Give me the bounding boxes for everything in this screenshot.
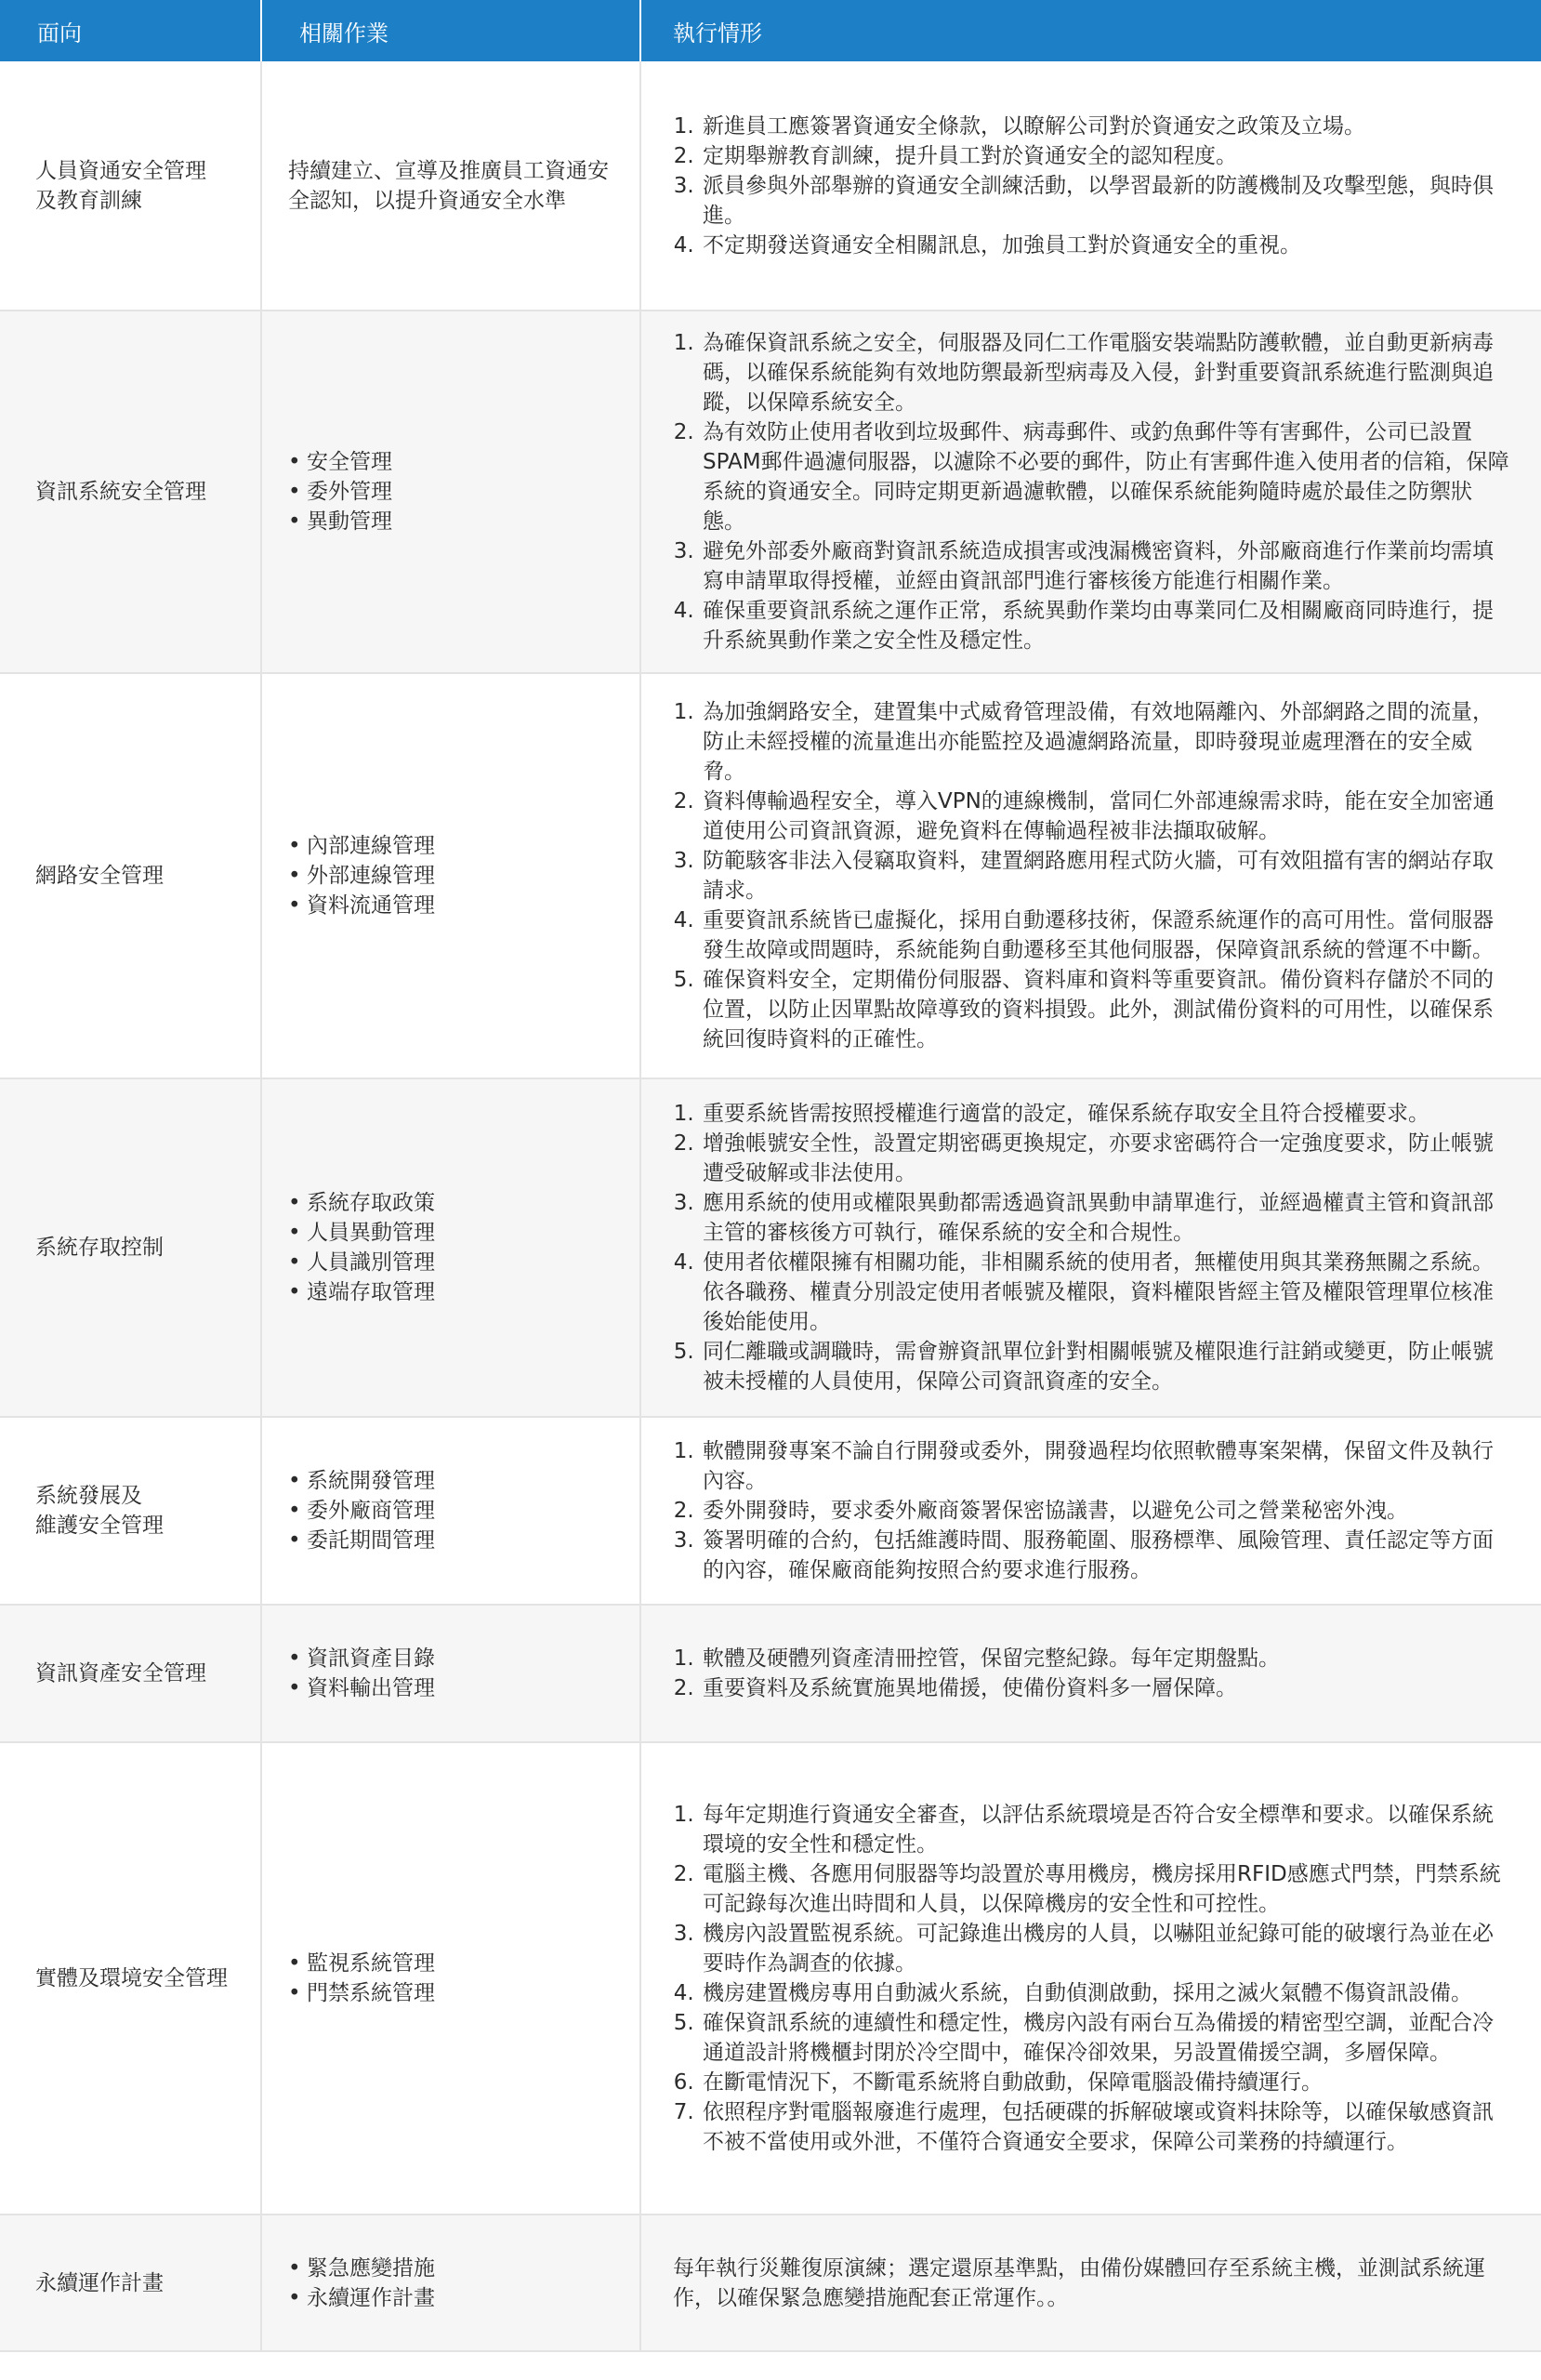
task-item: • 資料輸出管理 xyxy=(288,1673,625,1703)
task-item: • 資料流通管理 xyxy=(288,891,625,920)
execution-item: 1. 軟體開發專案不論自行開發或委外，開發過程均依照軟體專案架構，保留文件及執行內容。 xyxy=(701,1436,1509,1496)
tasks-cell xyxy=(261,1605,640,1742)
tasks-cell xyxy=(261,1742,640,2215)
aspect-label: 系統發展及 維護安全管理 xyxy=(35,1484,164,1538)
execution-item: 2. 委外開發時，要求委外廠商簽署保密協議書，以避免公司之營業秘密外洩。 xyxy=(701,1496,1509,1526)
aspect-label: 資訊系統安全管理 xyxy=(35,480,206,504)
task-item: • 遠端存取管理 xyxy=(288,1277,625,1307)
tasks-text: 持續建立、宣導及推廣員工資通安全認知，以提升資通安全水準 xyxy=(288,158,609,213)
execution-item: 5. 確保資訊系統的連續性和穩定性，機房內設有兩台互為備援的精密型空調，並配合冷通道設計將機櫃封閉於冷空間中，確保冷卻效果，另設置備援空調，多層保障。 xyxy=(701,2008,1509,2068)
task-item: • 外部連線管理 xyxy=(288,861,625,891)
aspect-label: 永續運作計畫 xyxy=(35,2270,164,2295)
execution-cell xyxy=(640,1417,1541,1605)
header-execution: 執行情形 xyxy=(640,0,1541,61)
execution-text: 每年執行災難復原演練；選定還原基準點，由備份媒體回存至系統主機，並測試系統運作，以確保緊急應變措施配套正常運作。。 xyxy=(673,2255,1485,2310)
execution-cell xyxy=(640,1742,1541,2215)
table-row xyxy=(0,1605,1541,1742)
execution-item: 1. 為加強網路安全，建置集中式威脅管理設備，有效地隔離內、外部網路之間的流量，防止未經授權的流量進出亦能監控及過濾網路流量，即時發現並處理潛在的安全威脅。 xyxy=(701,697,1509,787)
aspect-cell xyxy=(0,673,261,1078)
aspect-label: 資訊資產安全管理 xyxy=(35,1661,206,1686)
aspect-cell xyxy=(0,1417,261,1605)
aspect-label: 網路安全管理 xyxy=(35,864,164,888)
tasks-list xyxy=(288,831,625,920)
task-item: • 人員異動管理 xyxy=(288,1218,625,1248)
execution-cell xyxy=(640,1605,1541,1742)
tasks-cell xyxy=(261,311,640,673)
execution-item: 3. 派員參與外部舉辦的資通安全訓練活動，以學習最新的防護機制及攻擊型態，與時俱進。 xyxy=(701,171,1509,231)
execution-item: 3. 簽署明確的合約，包括維護時間、服務範圍、服務標準、風險管理、責任認定等方面的內容，確保廠商能夠按照合約要求進行服務。 xyxy=(701,1526,1509,1585)
execution-cell xyxy=(640,1078,1541,1417)
table-body xyxy=(0,61,1541,2351)
table-header xyxy=(0,0,1541,61)
execution-list xyxy=(673,112,1509,260)
execution-item: 1. 新進員工應簽署資通安全條款，以瞭解公司對於資通安之政策及立場。 xyxy=(701,112,1509,141)
execution-item: 4. 重要資訊系統皆已虛擬化，採用自動遷移技術，保證系統運作的高可用性。當伺服器發生故障或問題時，系統能夠自動遷移至其他伺服器，保障資訊系統的營運不中斷。 xyxy=(701,906,1509,965)
aspect-label: 人員資通安全管理 及教育訓練 xyxy=(35,158,206,213)
aspect-cell xyxy=(0,311,261,673)
execution-list xyxy=(673,1436,1509,1585)
task-item: • 異動管理 xyxy=(288,507,625,536)
execution-item: 5. 同仁離職或調職時，需會辦資訊單位針對相關帳號及權限進行註銷或變更，防止帳號被未授權的人員使用，保障公司資訊資產的安全。 xyxy=(701,1337,1509,1396)
task-item: • 委託期間管理 xyxy=(288,1526,625,1555)
task-item: • 資訊資產目錄 xyxy=(288,1644,625,1673)
execution-item: 2. 電腦主機、各應用伺服器等均設置於專用機房，機房採用RFID感應式門禁，門禁系統可記錄每次進出時間和人員，以保障機房的安全性和可控性。 xyxy=(701,1859,1509,1919)
tasks-list xyxy=(288,1644,625,1703)
execution-item: 1. 軟體及硬體列資產清冊控管，保留完整紀錄。每年定期盤點。 xyxy=(701,1644,1509,1673)
execution-cell xyxy=(640,2215,1541,2351)
execution-item: 4. 確保重要資訊系統之運作正常，系統異動作業均由專業同仁及相關廠商同時進行，提升系統異動作業之安全性及穩定性。 xyxy=(701,596,1509,655)
tasks-list xyxy=(288,2254,625,2313)
tasks-cell xyxy=(261,1078,640,1417)
execution-list xyxy=(673,697,1509,1054)
execution-item: 5. 確保資料安全，定期備份伺服器、資料庫和資料等重要資訊。備份資料存儲於不同的位置，以防止因單點故障導致的資料損毀。此外，測試備份資料的可用性，以確保系統回復時資料的正確性。 xyxy=(701,965,1509,1054)
execution-item: 4. 使用者依權限擁有相關功能，非相關系統的使用者，無權使用與其業務無關之系統。依各職務、權責分別設定使用者帳號及權限，資料權限皆經主管及權限管理單位核准後始能使用。 xyxy=(701,1248,1509,1337)
execution-item: 4. 不定期發送資通安全相關訊息，加強員工對於資通安全的重視。 xyxy=(701,231,1509,260)
execution-list xyxy=(673,328,1509,655)
execution-item: 2. 定期舉辦教育訓練，提升員工對於資通安全的認知程度。 xyxy=(701,141,1509,171)
execution-item: 1. 每年定期進行資通安全審查，以評估系統環境是否符合安全標準和要求。以確保系統環境的安全性和穩定性。 xyxy=(701,1800,1509,1859)
tasks-list xyxy=(288,447,625,536)
table-row xyxy=(0,311,1541,673)
tasks-list xyxy=(288,1188,625,1307)
task-item: • 安全管理 xyxy=(288,447,625,477)
task-item: • 內部連線管理 xyxy=(288,831,625,861)
aspect-cell xyxy=(0,1605,261,1742)
task-item: • 門禁系統管理 xyxy=(288,1978,625,2008)
execution-item: 6. 在斷電情況下，不斷電系統將自動啟動，保障電腦設備持續運行。 xyxy=(701,2068,1509,2097)
task-item: • 永續運作計畫 xyxy=(288,2283,625,2313)
execution-item: 1. 重要系統皆需按照授權進行適當的設定，確保系統存取安全且符合授權要求。 xyxy=(701,1099,1509,1129)
tasks-list xyxy=(288,1949,625,2008)
aspect-cell xyxy=(0,2215,261,2351)
execution-item: 3. 防範駭客非法入侵竊取資料，建置網路應用程式防火牆，可有效阻擋有害的網站存取請求。 xyxy=(701,846,1509,906)
execution-list xyxy=(673,1644,1509,1703)
execution-item: 2. 資料傳輸過程安全，導入VPN的連線機制，當同仁外部連線需求時，能在安全加密通道使用公司資訊資源，避免資料在傳輸過程被非法擷取破解。 xyxy=(701,787,1509,846)
execution-item: 7. 依照程序對電腦報廢進行處理，包括硬碟的拆解破壞或資料抹除等，以確保敏感資訊不被不當使用或外泄，不僅符合資通安全要求，保障公司業務的持續運行。 xyxy=(701,2097,1509,2157)
header-row xyxy=(0,0,1541,61)
table-row xyxy=(0,673,1541,1078)
task-item: • 委外管理 xyxy=(288,477,625,507)
execution-item: 4. 機房建置機房專用自動滅火系統，自動偵測啟動，採用之滅火氣體不傷資訊設備。 xyxy=(701,1978,1509,2008)
task-item: • 系統開發管理 xyxy=(288,1466,625,1496)
execution-item: 2. 增強帳號安全性，設置定期密碼更換規定，亦要求密碼符合一定強度要求，防止帳號遭受破解或非法使用。 xyxy=(701,1129,1509,1188)
task-item: • 委外廠商管理 xyxy=(288,1496,625,1526)
table-row xyxy=(0,1078,1541,1417)
aspect-cell xyxy=(0,1078,261,1417)
tasks-cell xyxy=(261,61,640,311)
execution-cell xyxy=(640,61,1541,311)
tasks-cell xyxy=(261,1417,640,1605)
table-row xyxy=(0,1742,1541,2215)
task-item: • 人員識別管理 xyxy=(288,1248,625,1277)
execution-item: 3. 機房內設置監視系統。可記錄進出機房的人員，以嚇阻並紀錄可能的破壞行為並在必要時作為調查的依據。 xyxy=(701,1919,1509,1978)
table-row xyxy=(0,1417,1541,1605)
execution-cell xyxy=(640,311,1541,673)
execution-item: 2. 重要資料及系統實施異地備援，使備份資料多一層保障。 xyxy=(701,1673,1509,1703)
task-item: • 系統存取政策 xyxy=(288,1188,625,1218)
aspect-cell xyxy=(0,61,261,311)
table-row xyxy=(0,2215,1541,2351)
execution-item: 1. 為確保資訊系統之安全，伺服器及同仁工作電腦安裝端點防護軟體，並自動更新病毒碼，以確保系統能夠有效地防禦最新型病毒及入侵，針對重要資訊系統進行監測與追蹤，以保障系統安全。 xyxy=(701,328,1509,417)
aspect-cell xyxy=(0,1742,261,2215)
table-row xyxy=(0,61,1541,311)
tasks-list xyxy=(288,1466,625,1555)
execution-cell xyxy=(640,673,1541,1078)
execution-list xyxy=(673,1800,1509,2157)
task-item: • 監視系統管理 xyxy=(288,1949,625,1978)
task-item: • 緊急應變措施 xyxy=(288,2254,625,2283)
aspect-label: 實體及環境安全管理 xyxy=(35,1966,228,1990)
tasks-cell xyxy=(261,2215,640,2351)
execution-item: 2. 為有效防止使用者收到垃圾郵件、病毒郵件、或釣魚郵件等有害郵件，公司已設置SPAM郵件過濾伺服器，以濾除不必要的郵件，防止有害郵件進入使用者的信箱，保障系統的資通安全。同時定期更新過濾軟體，以確保系統能夠隨時處於最佳之防禦狀態。 xyxy=(701,417,1509,536)
aspect-label: 系統存取控制 xyxy=(35,1236,164,1260)
execution-item: 3. 避免外部委外廠商對資訊系統造成損害或洩漏機密資料，外部廠商進行作業前均需填寫申請單取得授權，並經由資訊部門進行審核後方能進行相關作業。 xyxy=(701,536,1509,596)
header-aspect: 面向 xyxy=(0,0,261,61)
execution-list xyxy=(673,1099,1509,1396)
tasks-cell xyxy=(261,673,640,1078)
execution-item: 3. 應用系統的使用或權限異動都需透過資訊異動申請單進行，並經過權責主管和資訊部主管的審核後方可執行，確保系統的安全和合規性。 xyxy=(701,1188,1509,1248)
header-tasks: 相關作業 xyxy=(261,0,640,61)
